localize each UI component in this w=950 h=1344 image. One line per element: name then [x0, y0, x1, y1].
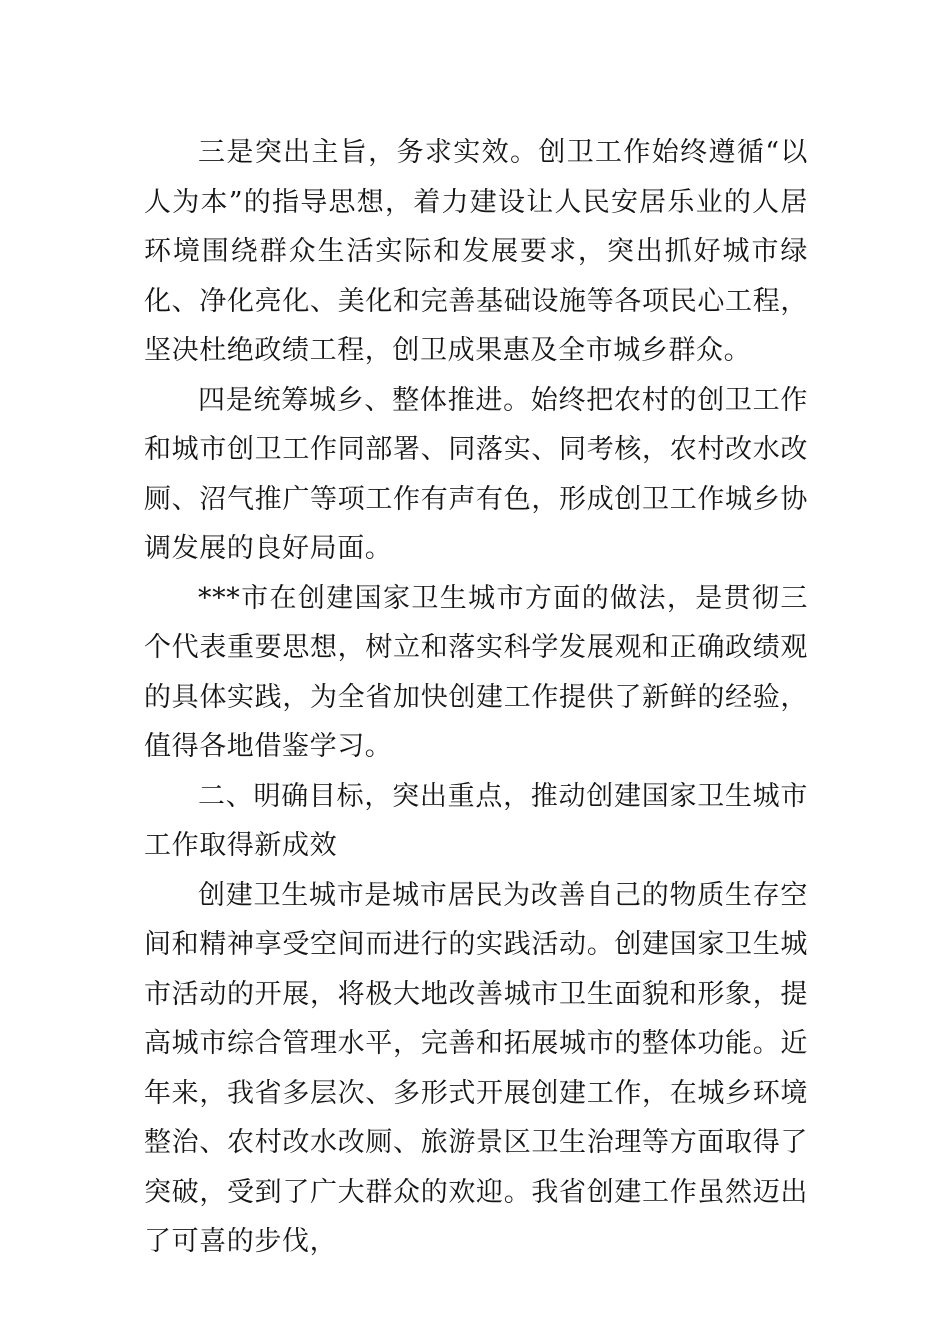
section-heading-two: 二、明确目标，突出重点，推动创建国家卫生城市工作取得新成效 — [144, 780, 808, 861]
document-body — [144, 128, 808, 1267]
paragraph-sishi: 四是统筹城乡、整体推进。始终把农村的创卫工作和城市创卫工作同部署、同落实、同考核，农村改水改厕、沼气推广等项工作有声有色，形成创卫工作城乡协调发展的良好局面。 — [144, 384, 808, 564]
paragraph-create-health-city: 创建卫生城市是城市居民为改善自己的物质生存空间和精神享受空间而进行的实践活动。创建国家卫生城市活动的开展，将极大地改善城市卫生面貌和形象，提高城市综合管理水平，完善和拓展城市的整体功能。近年来，我省多层次、多形式开展创建工作，在城乡环境整治、农村改水改厕、旅游景区卫生治理等方面取得了突破，受到了广大群众的欢迎。我省创建工作虽然迈出了可喜的步伐， — [144, 879, 808, 1257]
paragraph-city-practice: ***市在创建国家卫生城市方面的做法，是贯彻三个代表重要思想，树立和落实科学发展观和正确政绩观的具体实践，为全省加快创建工作提供了新鲜的经验，值得各地借鉴学习。 — [144, 582, 808, 762]
paragraph-sanshi: 三是突出主旨，务求实效。创卫工作始终遵循“以人为本”的指导思想，着力建设让人民安居乐业的人居环境围绕群众生活实际和发展要求，突出抓好城市绿化、净化亮化、美化和完善基础设施等各项民心工程，坚决杜绝政绩工程，创卫成果惠及全市城乡群众。 — [144, 137, 808, 366]
